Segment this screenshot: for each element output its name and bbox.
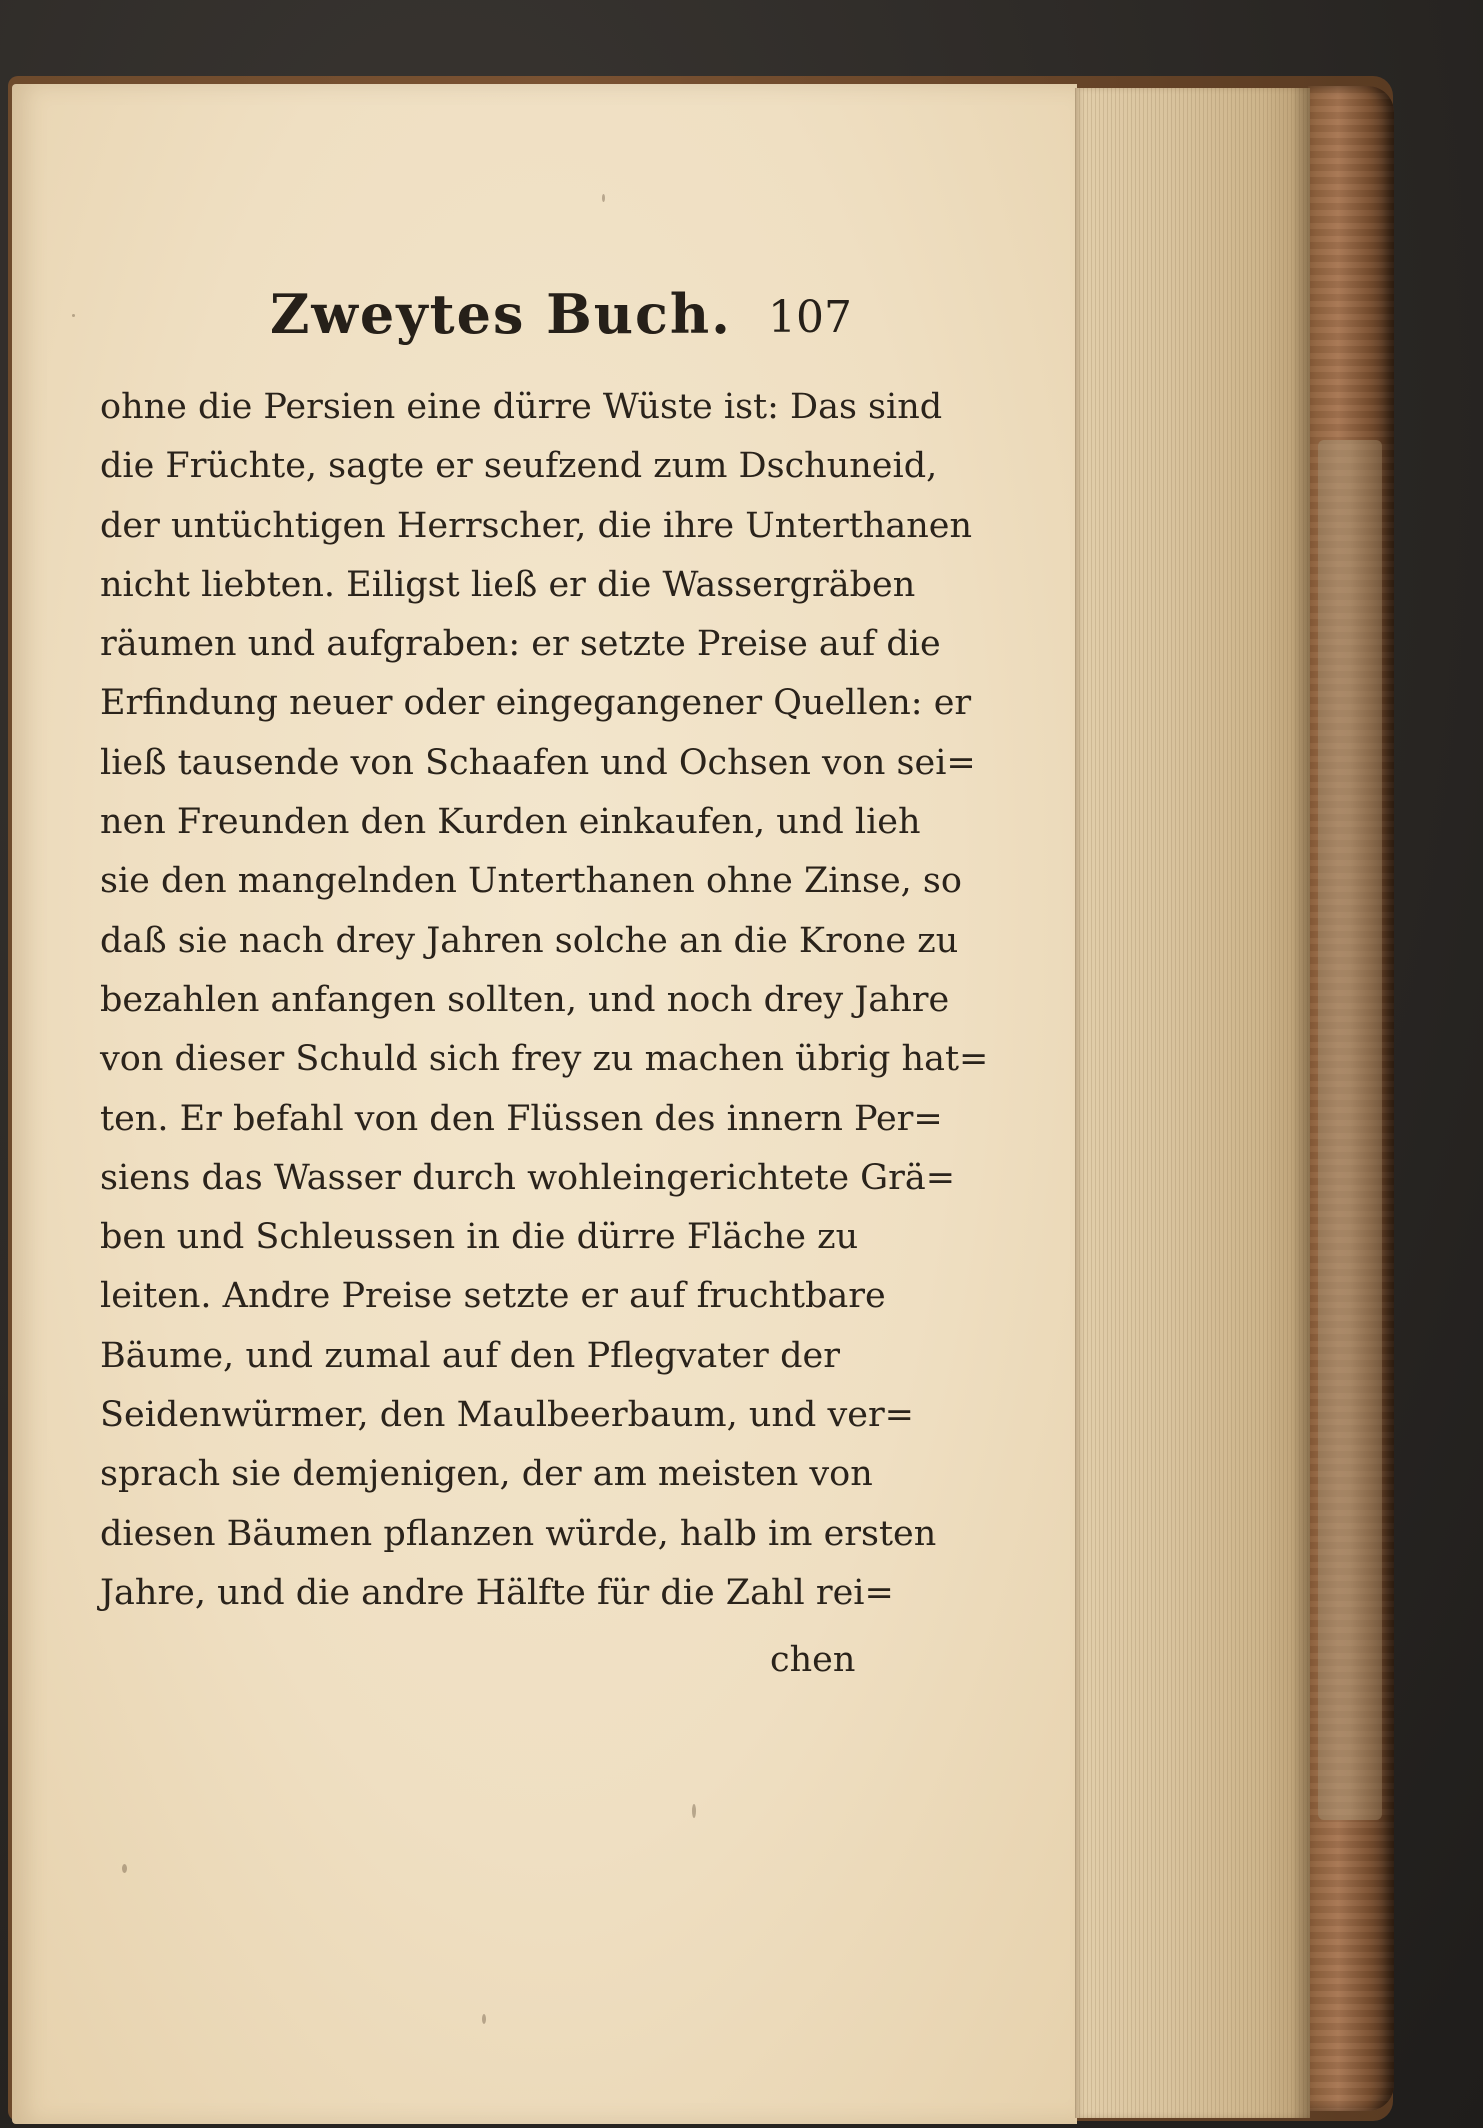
text-line: nicht liebten. Eiligst ließ er die Wassergräben bbox=[100, 564, 916, 605]
text-line: die Früchte, sagte er seufzend zum Dschuneid, bbox=[100, 446, 938, 487]
text-line: Seidenwürmer, den Maulbeerbaum, und ver= bbox=[100, 1395, 915, 1436]
text-line: bezahlen anfangen sollten, und noch drey Jahre bbox=[100, 979, 950, 1020]
page-fore-edge bbox=[1075, 88, 1310, 2118]
text-line: ließ tausende von Schaafen und Ochsen von sei= bbox=[100, 742, 976, 783]
text-line: sprach sie demjenigen, der am meisten von bbox=[100, 1454, 873, 1495]
text-line: nen Freunden den Kurden einkaufen, und lieh bbox=[100, 802, 921, 843]
text-line: ohne die Persien eine dürre Wüste ist: Das sind bbox=[100, 387, 943, 427]
text-line: daß sie nach drey Jahren solche an die Krone zu bbox=[100, 920, 959, 961]
text-line: leiten. Andre Preise setzte er auf fruchtbare bbox=[100, 1276, 886, 1317]
page-speck bbox=[482, 2014, 486, 2024]
text-line: räumen und aufgraben: er setzte Preise auf die bbox=[100, 624, 941, 665]
page-speck bbox=[122, 1864, 127, 1873]
page-text bbox=[100, 378, 989, 1623]
text-line: von dieser Schuld sich frey zu machen übrig hat= bbox=[100, 1039, 989, 1080]
text-line: der untüchtigen Herrscher, die ihre Unterthanen bbox=[100, 505, 973, 546]
text-line: ten. Er befahl von den Flüssen des innern Per= bbox=[100, 1098, 943, 1139]
running-head: Zweytes Buch. bbox=[270, 282, 732, 346]
page-speck bbox=[692, 1804, 696, 1818]
page-speck bbox=[602, 194, 605, 202]
text-line: ben und Schleussen in die dürre Fläche zu bbox=[100, 1217, 859, 1258]
text-line: siens das Wasser durch wohleingerichtete Grä= bbox=[100, 1157, 956, 1198]
text-line: diesen Bäumen pflanzen würde, halb im ersten bbox=[100, 1513, 937, 1554]
text-line: sie den mangelnden Unterthanen ohne Zinse, so bbox=[100, 861, 962, 902]
text-line: Bäume, und zumal auf den Pflegvater der bbox=[100, 1335, 840, 1376]
catchword: chen bbox=[770, 1640, 856, 1680]
text-line: Erfindung neuer oder eingegangener Quellen: er bbox=[100, 683, 972, 724]
text-line: Jahre, und die andre Hälfte für die Zahl rei= bbox=[100, 1572, 894, 1613]
cover-worn-patch bbox=[1318, 440, 1382, 1820]
page-speck bbox=[72, 314, 75, 317]
page-number: 107 bbox=[768, 292, 852, 343]
